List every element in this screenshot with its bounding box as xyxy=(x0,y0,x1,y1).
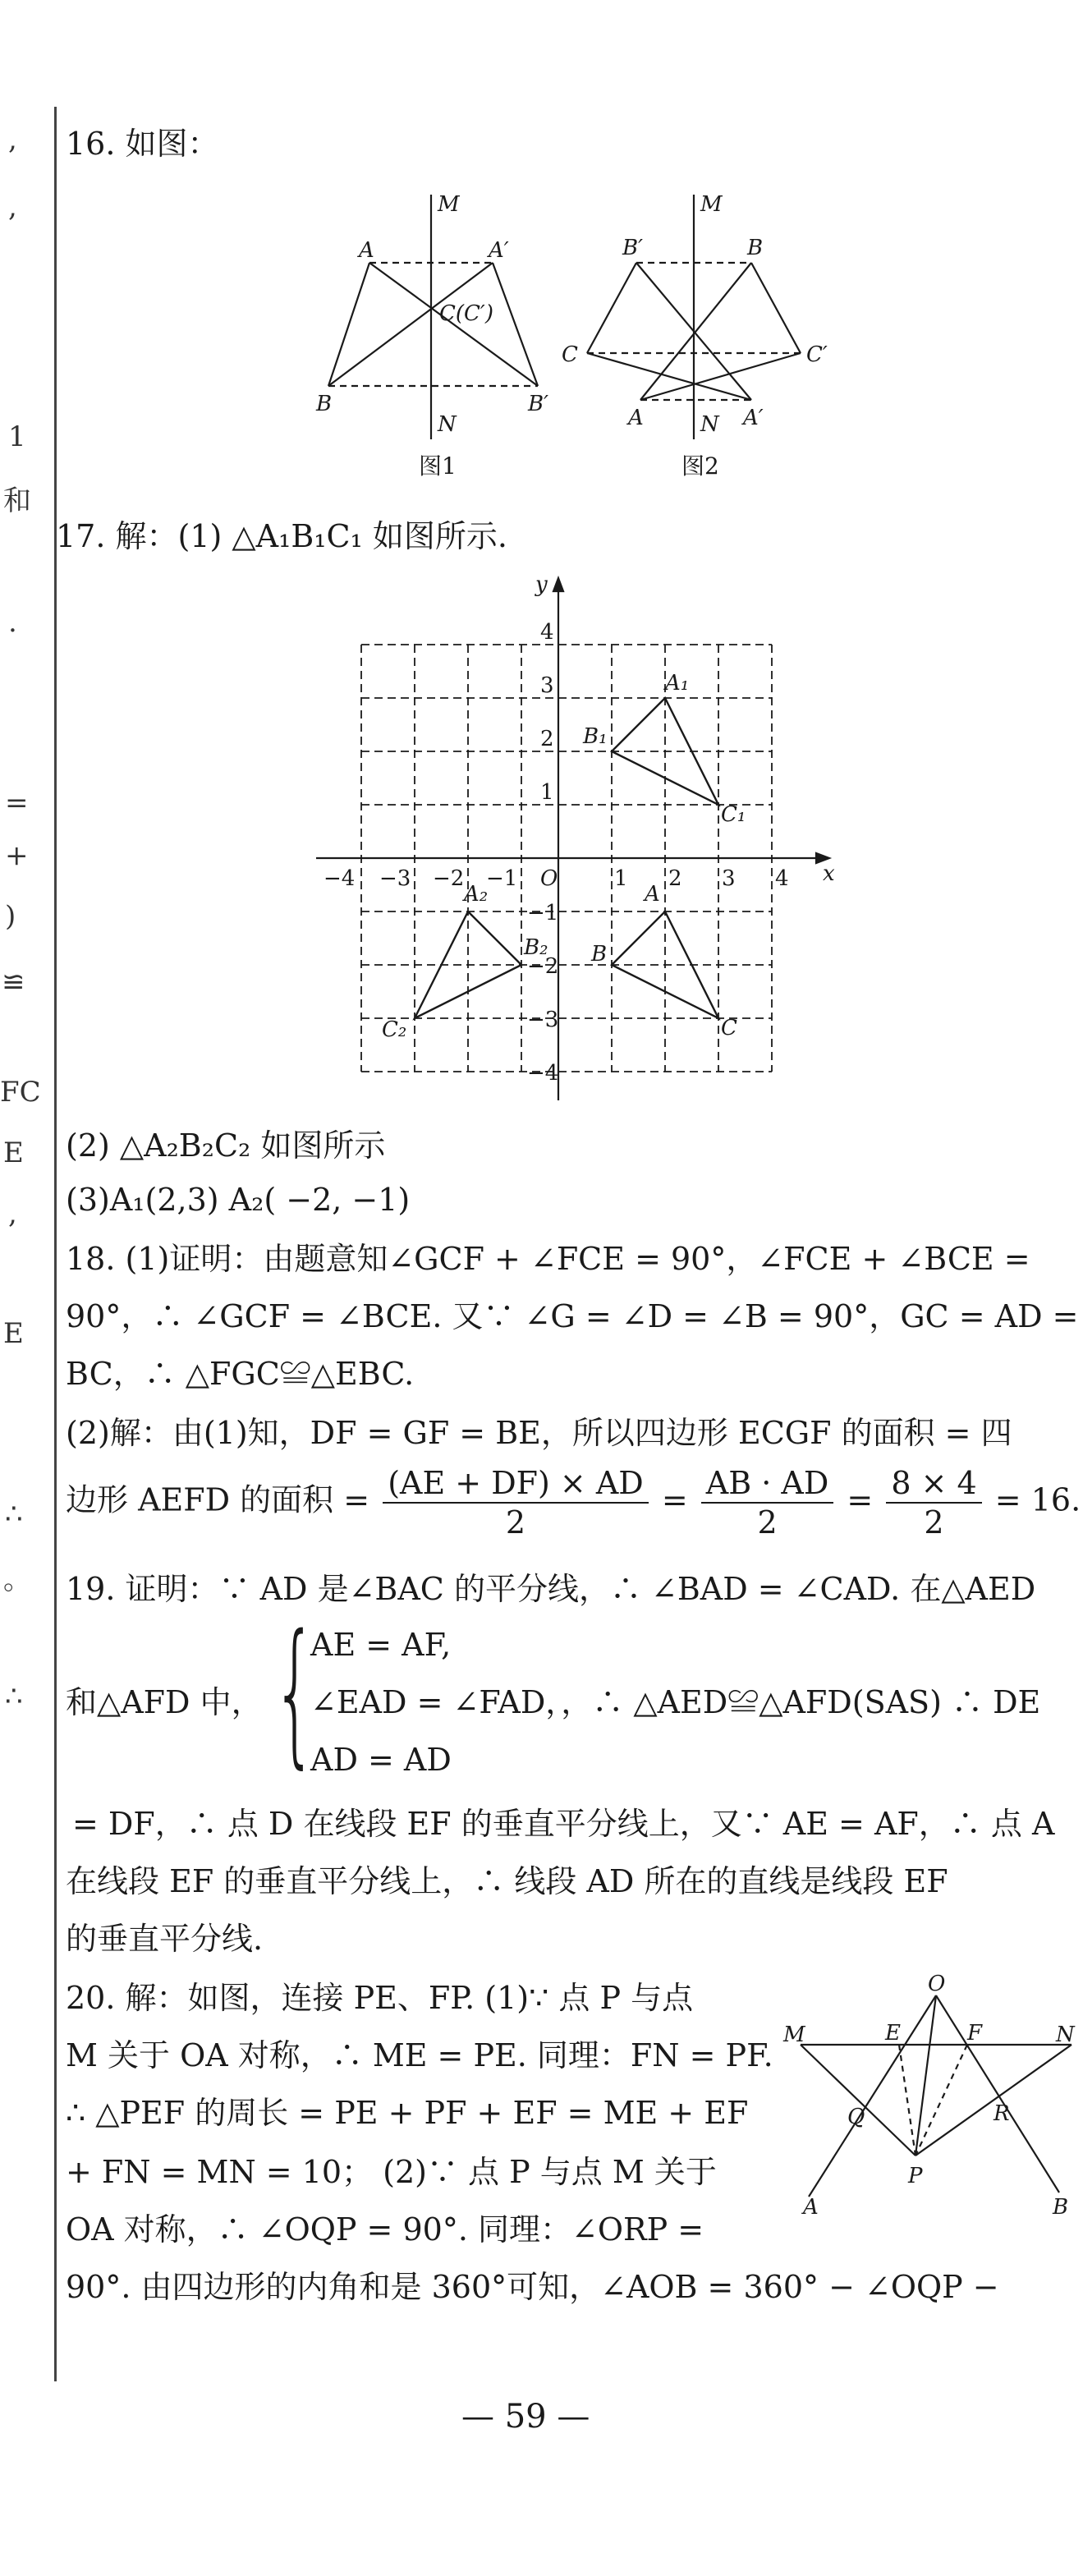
origin-label: O xyxy=(540,866,558,891)
q18-line: (2)解：由(1)知，DF = GF = BE，所以四边形 ECGF 的面积 = 四 xyxy=(66,1415,1012,1451)
q20-line: OA 对称，∴ ∠OQP = 90°. 同理：∠ORP = xyxy=(66,2211,704,2248)
fraction-denominator: 2 xyxy=(757,1504,778,1541)
margin-fragment: ) xyxy=(5,900,16,933)
q18-line: 90°，∴ ∠GCF = ∠BCE. 又∵ ∠G = ∠D = ∠B = 90°，GC = AD = xyxy=(66,1298,1079,1334)
y-tick: 1 xyxy=(540,780,554,805)
margin-fragment: ∴ xyxy=(5,1680,23,1713)
y-tick: −3 xyxy=(527,1008,559,1032)
q18-equation-prefix: 边形 AEFD 的面积 = xyxy=(66,1481,370,1518)
q19-line: 19. 证明：∵ AD 是∠BAC 的平分线，∴ ∠BAD = ∠CAD. 在△AED xyxy=(66,1571,1036,1607)
margin-fragment: ≌ xyxy=(2,966,25,999)
label-B-prime: B′ xyxy=(622,236,644,260)
x-tick: 1 xyxy=(614,866,628,891)
point-C1: C₁ xyxy=(721,802,746,827)
y-tick: −1 xyxy=(527,901,559,925)
label-N: N xyxy=(1056,2023,1075,2047)
label-F: F xyxy=(967,2021,983,2046)
point-A2: A₂ xyxy=(464,882,489,907)
q20-line: M 关于 OA 对称，∴ ME = PE. 同理：FN = PF. xyxy=(66,2037,773,2073)
label-R: R xyxy=(994,2101,1010,2126)
label-C-prime: C′ xyxy=(806,342,828,367)
fig2-caption: 图2 xyxy=(681,452,719,480)
q20-line: 90°. 由四边形的内角和是 360°可知，∠AOB = 360° − ∠OQP − xyxy=(66,2269,999,2305)
page-number: — 59 — xyxy=(461,2398,590,2436)
q18-area-equation: 边形 AEFD 的面积 = $\frac{(AE + DF) \times AD}{2}$ = $\frac{AB \cdot AD}{2}$ = $\frac{8 \times 4}{2}$ = 16. xyxy=(66,1465,1081,1541)
margin-fragment: ∴ xyxy=(5,1498,23,1531)
x-tick: 4 xyxy=(775,866,789,891)
q20-figure xyxy=(780,1971,1080,2217)
label-M: M xyxy=(783,2023,805,2047)
margin-fragment: 1 xyxy=(8,420,26,453)
label-E: E xyxy=(885,2021,901,2046)
y-tick: −2 xyxy=(527,954,559,979)
y-tick: −4 xyxy=(527,1061,559,1086)
point-B: B xyxy=(591,942,608,967)
q16-heading: 16. 如图： xyxy=(66,126,219,162)
q19-system-line: AD = AD xyxy=(310,1742,452,1778)
x-tick: −4 xyxy=(324,866,356,891)
label-C-Cprime: C(C′) xyxy=(439,301,493,326)
q18-result: = 16. xyxy=(994,1481,1081,1518)
q17-coordinate-grid xyxy=(312,575,846,1100)
label-O: O xyxy=(928,1972,946,1996)
label-B: B xyxy=(1053,2195,1069,2217)
q18-line: BC，∴ △FGC≌△EBC. xyxy=(66,1356,415,1392)
fraction-denominator: 2 xyxy=(505,1504,526,1541)
q19-and-prefix: 和△AFD 中， xyxy=(66,1684,263,1720)
q20-line: + FN = MN = 10； (2)∵ 点 P 与点 M 关于 xyxy=(66,2154,717,2190)
system-brace: { xyxy=(273,1601,318,1783)
y-tick: 3 xyxy=(540,673,554,698)
q19-line: = DF，∴ 点 D 在线段 EF 的垂直平分线上，又∵ AE = AF，∴ 点 A xyxy=(72,1806,1055,1842)
y-axis-label: y xyxy=(535,575,548,597)
q20-line: 20. 解：如图，连接 PE、FP. (1)∵ 点 P 与点 xyxy=(66,1980,694,2016)
margin-fragment: E xyxy=(3,1136,24,1169)
fraction-numerator: 8 × 4 xyxy=(886,1464,981,1504)
label-Q: Q xyxy=(847,2105,865,2129)
fraction-numerator: (AE + DF) × AD xyxy=(383,1464,649,1504)
label-N: N xyxy=(438,412,457,437)
label-P: P xyxy=(908,2164,923,2188)
x-tick: −1 xyxy=(486,866,518,891)
fraction xyxy=(383,1464,649,1541)
label-A-prime: A′ xyxy=(743,406,764,430)
q17-part3: (3)A₁(2,3) A₂( −2, −1) xyxy=(66,1182,411,1218)
label-A-prime: A′ xyxy=(489,238,509,263)
point-A: A xyxy=(645,882,660,907)
x-tick: −3 xyxy=(379,866,411,891)
x-tick: 2 xyxy=(668,866,682,891)
fraction-denominator: 2 xyxy=(924,1504,944,1541)
point-C: C xyxy=(721,1016,737,1040)
margin-fragment: = xyxy=(5,787,29,820)
fig1-caption: 图1 xyxy=(419,452,457,480)
column-divider xyxy=(54,107,57,2381)
label-N: N xyxy=(700,412,719,437)
margin-fragment: 和 xyxy=(3,484,31,517)
fraction-numerator: AB · AD xyxy=(701,1464,834,1504)
fraction xyxy=(886,1464,981,1541)
margin-fragment: , xyxy=(8,123,17,156)
q19-line: 的垂直平分线. xyxy=(66,1921,264,1957)
margin-fragment: FC xyxy=(0,1076,41,1109)
margin-fragment: . xyxy=(8,606,17,639)
fraction xyxy=(701,1464,834,1541)
x-tick: 3 xyxy=(722,866,736,891)
label-C: C xyxy=(562,342,578,367)
label-A: A xyxy=(359,238,374,263)
label-A: A xyxy=(628,406,644,430)
q18-line: 18. (1)证明：由题意知∠GCF + ∠FCE = 90°，∠FCE + ∠BCE = xyxy=(66,1241,1030,1277)
q19-system-line: ∠EAD = ∠FAD，，∴ △AED≌△AFD(SAS) ∴ DE xyxy=(310,1684,1041,1720)
label-M: M xyxy=(438,192,460,217)
q16-figure-1 xyxy=(308,185,571,489)
margin-fragment: + xyxy=(5,839,29,872)
q17-part2: (2) △A₂B₂C₂ 如图所示 xyxy=(66,1127,386,1164)
q20-line: ∴ △PEF 的周长 = PE + PF + EF = ME + EF xyxy=(66,2095,749,2131)
margin-fragment: E xyxy=(3,1317,24,1350)
point-B1: B₁ xyxy=(583,724,608,749)
label-A: A xyxy=(803,2195,819,2217)
label-M: M xyxy=(700,192,723,217)
margin-fragment: , xyxy=(8,191,17,223)
point-A1: A₁ xyxy=(665,671,690,696)
label-B: B xyxy=(747,236,764,260)
y-tick: 4 xyxy=(540,620,554,645)
point-B2: B₂ xyxy=(524,935,548,960)
x-tick: −2 xyxy=(433,866,465,891)
q16-figure-2 xyxy=(550,185,846,489)
point-C2: C₂ xyxy=(382,1017,407,1042)
q19-line: 在线段 EF 的垂直平分线上，∴ 线段 AD 所在的直线是线段 EF xyxy=(66,1863,948,1899)
label-B: B xyxy=(316,392,333,416)
q17-heading: 17. 解：(1) △A₁B₁C₁ 如图所示. xyxy=(56,518,507,554)
y-tick: 2 xyxy=(540,727,554,751)
x-axis-label: x xyxy=(823,861,835,886)
label-B-prime: B′ xyxy=(528,392,549,416)
margin-fragment: , xyxy=(8,1197,17,1230)
q19-system-line: AE = AF, xyxy=(310,1627,452,1663)
margin-fragment: 。 xyxy=(3,1564,31,1596)
